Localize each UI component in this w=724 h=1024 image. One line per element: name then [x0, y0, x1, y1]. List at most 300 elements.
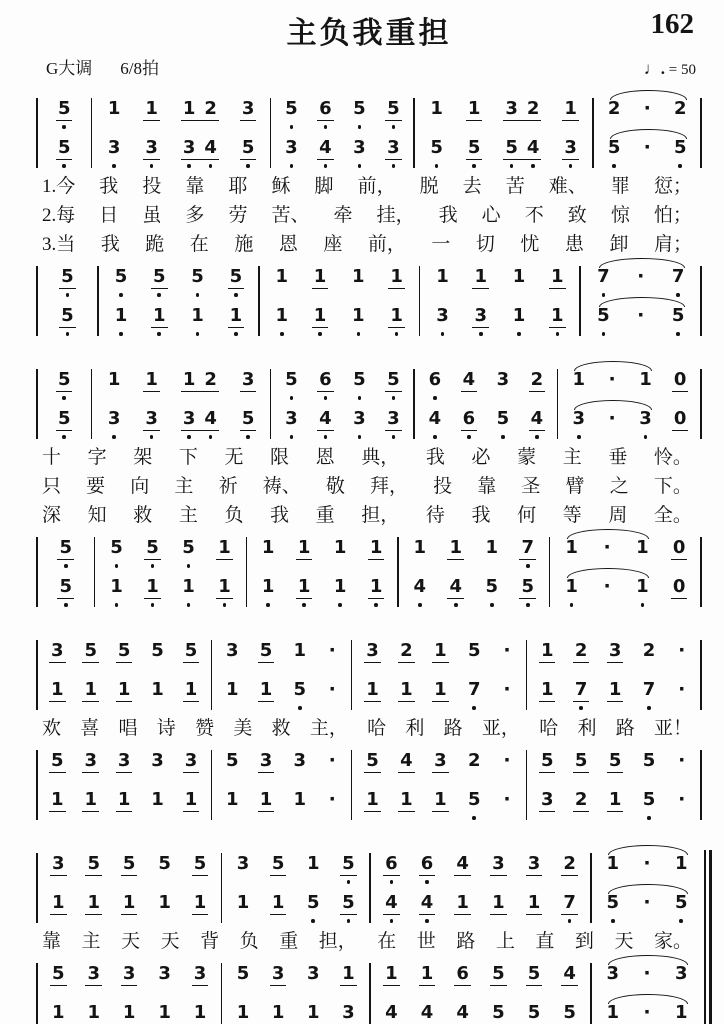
note: 1	[230, 305, 243, 336]
low-octave-dot	[472, 706, 476, 710]
low-octave-dot	[611, 919, 615, 923]
note: 1	[314, 305, 327, 336]
note: 1	[272, 1002, 285, 1024]
lyric-syllable: 无	[224, 447, 244, 468]
note: 1	[636, 576, 649, 607]
note: 5	[468, 789, 481, 820]
voice-line-tenor	[38, 750, 211, 781]
voice-line-tenor	[371, 963, 591, 994]
low-octave-dot	[433, 435, 437, 439]
note: 1	[272, 892, 285, 923]
tempo-note-icon: ♩.	[643, 59, 666, 78]
notation-staff-pair	[36, 844, 702, 925]
low-octave-dot	[187, 564, 191, 568]
note: 5	[153, 266, 166, 297]
lyric-syllable: 担，	[318, 931, 357, 952]
lyric-syllable: 天	[121, 931, 141, 952]
voice-line-alto	[38, 892, 221, 923]
eighth-underline	[181, 159, 219, 161]
augmentation-dot: ·	[643, 136, 651, 158]
notation-staff-pair	[36, 360, 702, 441]
note: 4	[463, 369, 476, 400]
eighth-underline	[607, 772, 624, 774]
note: 4	[385, 1002, 398, 1024]
low-octave-dot	[392, 396, 396, 400]
eighth-underline	[143, 430, 160, 432]
note: 1	[541, 640, 554, 671]
note: 5	[84, 640, 97, 671]
lyric-syllable: 前，	[367, 234, 406, 255]
beamed-note-group	[183, 98, 217, 129]
note: 6	[319, 98, 332, 129]
low-octave-dot	[425, 880, 429, 884]
lyric-syllable: 待	[425, 505, 445, 526]
note: 3	[51, 640, 64, 671]
note: 5	[182, 537, 195, 568]
note: 1	[366, 789, 379, 820]
note: 1	[606, 1002, 620, 1023]
eighth-underline	[607, 701, 624, 703]
eighth-underline	[340, 985, 357, 987]
note: 5	[485, 576, 498, 607]
note: 5	[230, 266, 243, 297]
note: 1	[118, 789, 131, 820]
lyric-syllable: 在	[189, 234, 209, 255]
lyric-syllable: 去	[462, 176, 482, 197]
low-octave-dot	[644, 435, 648, 439]
note: 1	[333, 537, 347, 558]
low-octave-dot	[223, 603, 227, 607]
measure	[420, 266, 579, 336]
lyric-syllable: 施	[234, 234, 254, 255]
note: 7	[597, 266, 610, 297]
eighth-underline	[317, 120, 334, 122]
eighth-underline	[364, 701, 381, 703]
low-octave-dot	[647, 816, 651, 820]
measure	[38, 98, 91, 168]
lyrics-line	[36, 441, 702, 470]
note: 5	[528, 963, 541, 994]
note: 5	[115, 266, 128, 297]
note: 1	[436, 266, 449, 287]
lyric-syllable: 天	[614, 931, 634, 952]
lyric-syllable: 稣	[271, 176, 291, 197]
eighth-underline	[539, 772, 556, 774]
note: 6	[463, 408, 476, 439]
note: 1	[564, 98, 577, 129]
voice-line-tenor	[260, 266, 419, 297]
low-octave-dot	[441, 332, 445, 336]
voice-line-bass	[38, 789, 211, 820]
note: 5	[242, 408, 255, 439]
voice-line-tenor	[38, 266, 98, 297]
lyric-syllable: 天	[160, 931, 180, 952]
lyric-syllable: 座	[323, 234, 343, 255]
lyric-syllable: 臂	[565, 476, 585, 497]
note: 3	[474, 305, 487, 336]
low-octave-dot	[392, 125, 396, 129]
low-octave-dot	[290, 435, 294, 439]
voice-line-alto	[92, 137, 269, 168]
voice-line-bass	[212, 789, 351, 820]
eighth-underline	[503, 120, 541, 122]
lyric-syllable: 在	[377, 931, 397, 952]
eighth-underline	[419, 985, 436, 987]
note: 1	[298, 576, 311, 607]
note: 5	[468, 640, 481, 661]
note: 1	[298, 537, 311, 568]
low-octave-dot	[517, 332, 521, 336]
note: 5	[492, 963, 505, 994]
note: 5	[87, 853, 100, 884]
note: 1	[260, 789, 273, 820]
eighth-underline	[240, 430, 257, 432]
note: 5	[528, 1002, 541, 1024]
measure	[38, 266, 98, 336]
lyric-syllable: 世	[416, 931, 436, 952]
low-octave-dot	[358, 164, 362, 168]
lyric-syllable: 苦、	[271, 205, 310, 226]
lyric-syllable: 虽	[142, 205, 162, 226]
eighth-underline	[398, 772, 415, 774]
low-octave-dot	[290, 125, 294, 129]
low-octave-dot	[435, 164, 439, 168]
voice-line-bass	[352, 789, 525, 820]
beamed-note-group	[183, 137, 217, 168]
voice-line-alto	[212, 679, 351, 710]
measure	[247, 537, 397, 607]
low-octave-dot	[510, 164, 514, 168]
note: 1	[218, 537, 231, 568]
low-octave-dot	[64, 564, 68, 568]
lyric-syllable: 3.当	[42, 234, 76, 255]
note: 4	[413, 576, 426, 607]
note: 3	[118, 750, 131, 781]
note: 5	[642, 750, 656, 771]
eighth-underline	[317, 430, 334, 432]
time-signature: 6/8拍	[120, 59, 160, 78]
lyrics-line	[36, 228, 702, 257]
voice-line-tenor	[99, 266, 258, 297]
lyric-syllable: 拜，	[369, 476, 408, 497]
note: 4	[456, 1002, 469, 1024]
measure	[92, 369, 269, 439]
lyric-syllable: 背	[200, 931, 220, 952]
low-octave-dot	[531, 164, 535, 168]
low-octave-dot	[338, 603, 342, 607]
note: 5	[118, 640, 131, 671]
notation-staff-pair	[36, 89, 702, 170]
eighth-underline	[432, 701, 449, 703]
note: 5	[521, 576, 534, 607]
note: 5	[597, 305, 610, 336]
measure	[38, 537, 94, 607]
lyric-syllable: 下	[178, 447, 198, 468]
lyric-syllable: 全。	[653, 505, 692, 526]
eighth-underline	[151, 327, 168, 329]
note: 2	[575, 640, 588, 671]
eighth-underline	[143, 391, 160, 393]
voice-line-alto	[92, 408, 269, 439]
eighth-underline	[385, 430, 402, 432]
eighth-underline	[121, 985, 138, 987]
note: 3	[108, 137, 121, 168]
lyric-syllable: 我	[270, 505, 290, 526]
note: 3	[293, 750, 307, 771]
low-octave-dot	[647, 706, 651, 710]
eighth-underline	[49, 811, 66, 813]
voice-line-alto	[271, 408, 413, 439]
note: 4	[400, 750, 413, 781]
note: 1	[468, 98, 481, 129]
eighth-underline	[50, 914, 67, 916]
voice-line-tenor	[581, 266, 700, 297]
voice-line-bass	[592, 1002, 702, 1024]
low-octave-dot	[151, 564, 155, 568]
eighth-underline	[183, 701, 200, 703]
note: 1	[123, 1002, 136, 1024]
note: 1	[639, 369, 652, 390]
note: 4	[319, 408, 332, 439]
note: 3	[387, 137, 400, 168]
eighth-underline	[490, 914, 507, 916]
low-octave-dot	[324, 125, 328, 129]
eighth-underline	[340, 875, 357, 877]
notation-staff-pair	[36, 257, 702, 338]
note: 7	[468, 679, 481, 710]
lyric-syllable: 心	[481, 205, 501, 226]
note: 1	[87, 892, 100, 923]
note: 1	[456, 892, 469, 923]
low-octave-dot	[579, 706, 583, 710]
note: 5	[158, 853, 171, 874]
voice-line-bass	[247, 576, 397, 607]
low-octave-dot	[641, 603, 645, 607]
note: 5	[643, 789, 656, 820]
note: 1	[390, 305, 403, 336]
low-octave-dot	[324, 396, 328, 400]
note: 2	[673, 98, 687, 119]
low-octave-dot	[196, 332, 200, 336]
low-octave-dot	[246, 435, 250, 439]
low-octave-dot	[395, 332, 399, 336]
eighth-underline	[85, 875, 102, 877]
low-octave-dot	[290, 396, 294, 400]
note: 1	[145, 369, 158, 400]
eighth-underline	[181, 430, 219, 432]
lyric-syllable: 利	[405, 718, 425, 739]
eighth-underline	[672, 430, 689, 432]
lyric-syllable: 哈	[367, 718, 387, 739]
lyrics-line	[36, 712, 702, 741]
low-octave-dot	[357, 332, 361, 336]
voice-line-tenor	[222, 963, 369, 994]
low-octave-dot	[150, 164, 154, 168]
lyric-syllable: 靠	[477, 476, 497, 497]
augmentation-dot: ·	[328, 639, 336, 661]
eighth-underline	[270, 914, 287, 916]
note: 4	[527, 137, 540, 168]
low-octave-dot	[62, 435, 66, 439]
voice-line-bass	[38, 1002, 221, 1024]
note: 5	[61, 305, 74, 336]
eighth-underline	[181, 391, 219, 393]
measure	[38, 750, 211, 820]
note: 3	[145, 137, 158, 168]
eighth-underline	[183, 811, 200, 813]
eighth-underline	[398, 701, 415, 703]
note: 4	[563, 963, 576, 994]
measure	[212, 750, 351, 820]
low-octave-dot	[568, 919, 572, 923]
eighth-underline	[561, 985, 578, 987]
lyric-syllable: 主	[178, 505, 198, 526]
note: 5	[366, 750, 379, 781]
note: 5	[353, 98, 366, 129]
low-octave-dot	[290, 164, 294, 168]
note: 2	[526, 98, 540, 119]
tie-arc	[610, 90, 687, 100]
eighth-underline	[562, 159, 579, 161]
tempo-value: = 50	[668, 62, 696, 78]
eighth-underline	[561, 875, 578, 877]
eighth-underline	[419, 914, 436, 916]
lyric-syllable: 我	[100, 234, 120, 255]
note: 1	[260, 679, 273, 710]
eighth-underline	[85, 985, 102, 987]
note: 5	[387, 369, 400, 400]
note: 2	[400, 640, 413, 671]
voice-line-soprano	[371, 853, 591, 884]
note: 6	[456, 963, 469, 994]
eighth-underline	[529, 430, 546, 432]
note: 3	[158, 963, 171, 984]
low-octave-dot	[472, 816, 476, 820]
eighth-underline	[183, 662, 200, 664]
note: 3	[541, 789, 554, 820]
voice-line-bass	[222, 1002, 369, 1024]
note: 3	[307, 963, 320, 984]
measure	[352, 750, 525, 820]
low-octave-dot	[612, 164, 616, 168]
augmentation-dot: ·	[678, 788, 686, 810]
notation-staff-pair	[36, 741, 702, 822]
low-octave-dot	[324, 164, 328, 168]
eighth-underline	[258, 662, 275, 664]
eighth-underline	[368, 559, 385, 561]
low-octave-dot	[358, 125, 362, 129]
note: 2	[607, 98, 621, 119]
lyric-syllable: 架	[133, 447, 153, 468]
eighth-underline	[240, 120, 257, 122]
low-octave-dot	[209, 164, 213, 168]
voice-line-soprano	[592, 853, 702, 884]
lyric-syllable: 恩	[315, 447, 335, 468]
augmentation-dot: ·	[637, 265, 645, 287]
voice-line-alto	[38, 408, 91, 439]
low-octave-dot	[569, 164, 573, 168]
lyrics-line	[36, 470, 702, 499]
lyric-syllable: 负	[239, 931, 259, 952]
voice-line-soprano	[352, 640, 525, 671]
note: 5	[242, 137, 255, 168]
lyrics-line	[36, 170, 702, 199]
note: 5	[575, 750, 588, 781]
lyric-syllable: 等	[562, 505, 582, 526]
note: 4	[421, 892, 434, 923]
voice-line-soprano	[38, 640, 211, 671]
augmentation-dot: ·	[643, 852, 651, 874]
notation-staff-pair	[36, 528, 702, 609]
note: 5	[541, 750, 554, 781]
low-octave-dot	[62, 396, 66, 400]
note: 5	[285, 369, 298, 400]
eighth-underline	[82, 662, 99, 664]
low-octave-dot	[490, 603, 494, 607]
voice-line-tenor	[592, 963, 702, 994]
note: 3	[194, 963, 207, 994]
tie-arc	[608, 845, 688, 855]
eighth-underline	[398, 662, 415, 664]
eighth-underline	[57, 598, 74, 600]
eighth-underline	[454, 914, 471, 916]
note: 5	[672, 305, 685, 336]
note: 3	[434, 750, 447, 781]
lyric-syllable: 必	[471, 447, 491, 468]
eighth-underline	[116, 772, 133, 774]
note: 1	[485, 537, 498, 558]
note: 1	[609, 679, 622, 710]
note: 2	[575, 789, 588, 820]
eighth-underline	[364, 772, 381, 774]
voice-line-soprano	[594, 98, 700, 129]
note: 1	[107, 369, 121, 390]
voice-line-bass	[371, 1002, 591, 1024]
rest: 0	[673, 537, 686, 568]
note: 3	[639, 408, 652, 439]
eighth-underline	[82, 701, 99, 703]
note: 5	[151, 640, 164, 661]
augmentation-dot: ·	[637, 304, 645, 326]
note: 1	[51, 789, 64, 820]
note: 1	[413, 537, 426, 558]
low-octave-dot	[676, 293, 680, 297]
voice-line-bass	[260, 305, 419, 336]
lyrics-line	[36, 499, 702, 528]
eighth-underline	[296, 559, 313, 561]
voice-line-tenor	[212, 750, 351, 781]
voice-line-soprano	[271, 369, 413, 400]
lyric-syllable: 肩；	[653, 234, 692, 255]
eighth-underline	[466, 159, 483, 161]
eighth-underline	[466, 120, 483, 122]
lyric-syllable: 我	[425, 447, 445, 468]
eighth-underline	[258, 772, 275, 774]
note: 2	[563, 853, 576, 884]
note: 1	[84, 789, 97, 820]
eighth-underline	[183, 772, 200, 774]
note: 5	[58, 408, 71, 439]
eighth-underline	[672, 391, 689, 393]
low-octave-dot	[467, 435, 471, 439]
note: 2	[204, 369, 217, 390]
note: 1	[275, 305, 288, 336]
voice-line-tenor	[420, 266, 579, 297]
eighth-underline	[192, 914, 209, 916]
low-octave-dot	[501, 435, 505, 439]
lyric-syllable: 卸	[609, 234, 629, 255]
low-octave-dot	[157, 332, 161, 336]
